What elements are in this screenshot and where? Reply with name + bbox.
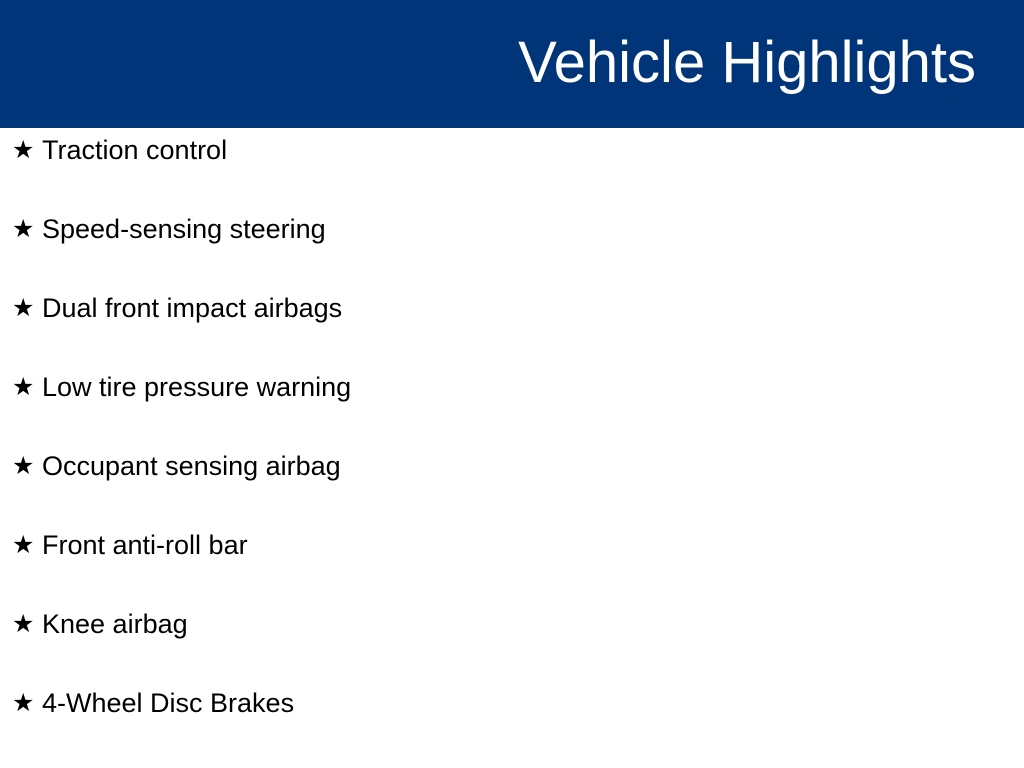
- star-icon: ★: [12, 215, 35, 243]
- list-item-label: Knee airbag: [42, 609, 188, 639]
- list-item-label: Speed-sensing steering: [42, 214, 326, 244]
- list-item: [0, 207, 1024, 286]
- list-item-label: 4-Wheel Disc Brakes: [42, 688, 295, 718]
- list-item: [0, 128, 1024, 207]
- list-item-label: Dual front impact airbags: [42, 293, 343, 323]
- slide-header-band: [0, 0, 1024, 128]
- list-item-label: Low tire pressure warning: [42, 372, 352, 402]
- list-item: [0, 365, 1024, 444]
- star-icon: ★: [12, 531, 35, 559]
- list-item-label: Front anti-roll bar: [42, 530, 248, 560]
- list-item: [0, 523, 1024, 602]
- star-icon: ★: [12, 294, 35, 322]
- list-item: [0, 286, 1024, 365]
- star-icon: ★: [12, 689, 35, 717]
- list-item-label: Traction control: [42, 135, 228, 165]
- star-icon: ★: [12, 136, 35, 164]
- list-item: [0, 602, 1024, 681]
- list-item-label: Occupant sensing airbag: [42, 451, 341, 481]
- star-icon: ★: [12, 610, 35, 638]
- vehicle-features-list: [0, 128, 1024, 760]
- list-item: [0, 681, 1024, 760]
- list-item: [0, 444, 1024, 523]
- star-icon: ★: [12, 452, 35, 480]
- page-title: Vehicle Highlights: [518, 30, 976, 95]
- star-icon: ★: [12, 373, 35, 401]
